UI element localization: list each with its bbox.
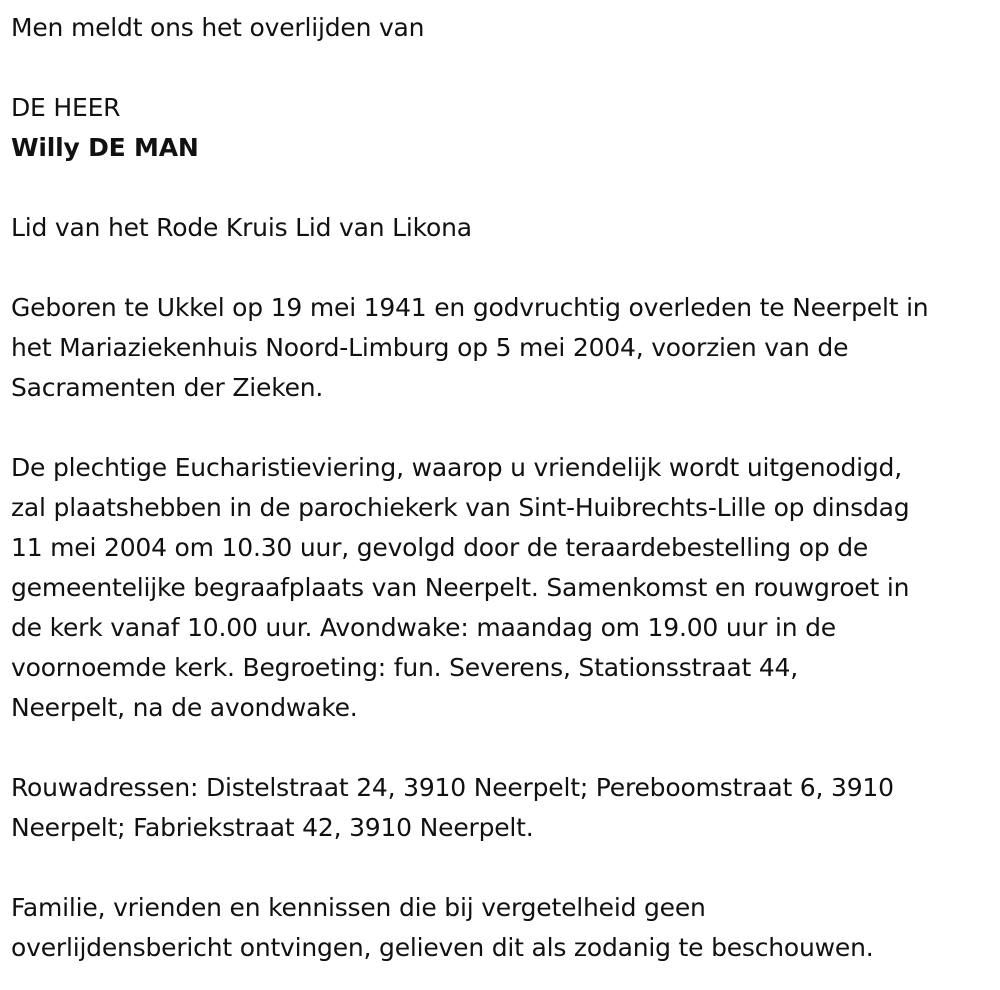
closing-paragraph bbox=[11, 888, 988, 968]
paragraph-line: De plechtige Eucharistieviering, waarop u vriendelijk wordt uitgenodigd, bbox=[11, 453, 902, 482]
intro-text: Men meldt ons het overlijden van bbox=[11, 13, 425, 42]
paragraph-line: gemeentelijke begraafplaats van Neerpelt. Samenkomst en rouwgroet in bbox=[11, 573, 910, 602]
paragraph-line: voornoemde kerk. Begroeting: fun. Severens, Stationsstraat 44, bbox=[11, 653, 798, 682]
memberships-text: Lid van het Rode Kruis Lid van Likona bbox=[11, 213, 472, 242]
spacer bbox=[11, 848, 988, 888]
paragraph-line: Rouwadressen: Distelstraat 24, 3910 Neerpelt; Pereboomstraat 6, 3910 bbox=[11, 773, 894, 802]
paragraph-line: 11 mei 2004 om 10.30 uur, gevolgd door de teraardebestelling op de bbox=[11, 533, 869, 562]
honorific-title: DE HEER bbox=[11, 93, 121, 122]
paragraph-line: Neerpelt; Fabriekstraat 42, 3910 Neerpelt. bbox=[11, 813, 534, 842]
spacer bbox=[11, 408, 988, 448]
paragraph-line: het Mariaziekenhuis Noord-Limburg op 5 mei 2004, voorzien van de bbox=[11, 333, 849, 362]
paragraph-line: overlijdensbericht ontvingen, gelieven dit als zodanig te beschouwen. bbox=[11, 933, 874, 962]
birth-death-paragraph bbox=[11, 288, 988, 408]
paragraph-line: Geboren te Ukkel op 19 mei 1941 en godvruchtig overleden te Neerpelt in bbox=[11, 293, 929, 322]
paragraph-line: Sacramenten der Zieken. bbox=[11, 373, 324, 402]
spacer bbox=[11, 168, 988, 208]
spacer bbox=[11, 48, 988, 88]
deceased-name: Willy DE MAN bbox=[11, 133, 199, 162]
ceremony-paragraph bbox=[11, 448, 988, 728]
paragraph-line: Neerpelt, na de avondwake. bbox=[11, 693, 358, 722]
paragraph-line: zal plaatshebben in de parochiekerk van Sint-Huibrechts-Lille op dinsdag bbox=[11, 493, 910, 522]
paragraph-line: Familie, vrienden en kennissen die bij vergetelheid geen bbox=[11, 893, 706, 922]
paragraph-line: de kerk vanaf 10.00 uur. Avondwake: maandag om 19.00 uur in de bbox=[11, 613, 836, 642]
spacer bbox=[11, 248, 988, 288]
addresses-paragraph bbox=[11, 768, 988, 848]
spacer bbox=[11, 728, 988, 768]
